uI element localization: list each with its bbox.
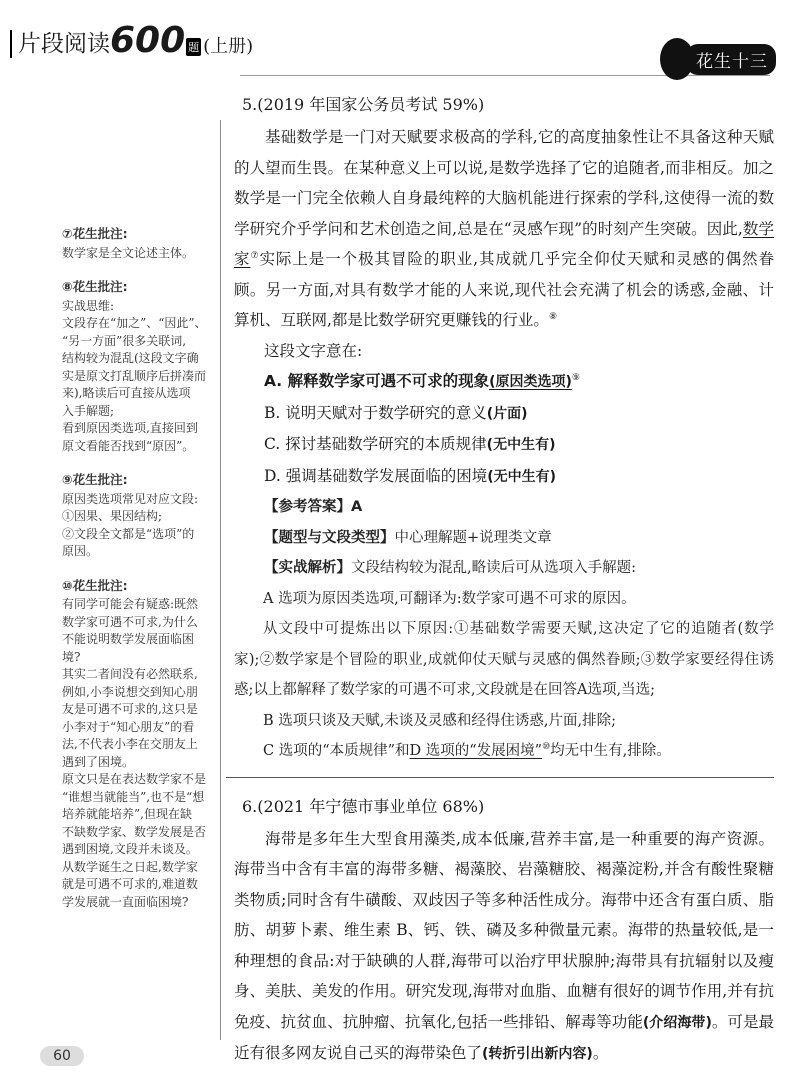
note-line: 实战思维: [62, 298, 115, 313]
question-prompt: 这段文字意在: [264, 341, 363, 360]
option-text: D. 强调基础数学发展面临的困境 [264, 466, 488, 485]
question-6-heading: 6.(2021 年宁德市事业单位 68%) [242, 796, 485, 816]
note-line: 数学家可遇不可求,为什么 [62, 614, 198, 629]
option-text: B. 说明天赋对于数学研究的意义 [264, 403, 487, 422]
question-5-heading: 5.(2019 年国家公务员考试 59%) [242, 95, 485, 114]
note-7 [62, 225, 212, 262]
note-title: ⑨花生批注: [62, 472, 128, 487]
answer-value: A [351, 499, 363, 515]
question-6-passage [234, 824, 774, 1070]
note-title: ⑦花生批注: [62, 226, 128, 241]
note-8 [62, 278, 212, 455]
passage-tag: (介绍海带) [642, 1014, 712, 1031]
note-line: 培养就能培养”,但现在缺 [62, 807, 192, 821]
analysis-paragraph: B 选项只谈及天赋,未谈及灵感和经得住诱惑,片面,排除; [263, 712, 616, 729]
option-text: A. 解释数学家可遇不可求的现象 [264, 372, 490, 390]
note-line: 文段存在“加之”、“因此”、 [62, 316, 207, 330]
analysis-head [264, 553, 774, 584]
passage-text: 海带是多年生大型食用藻类,成本低廉,营养丰富,是一种重要的海产资源。海带当中含有丰富的海带多糖、褐藻胶、岩藻糖胶、褐藻淀粉,并含有酸性聚糖类物质;同时含有牛磺酸、双歧因子等多种活性成分。海带中还含有蛋白质、脂肪、胡萝卜素、维生素 B、钙、铁、磷及多种微量元素。海带的热量较低,是一种理想的食品:对于缺碘的人群,海带可以治疗甲状腺肿;海带具有抗辐射以及瘦身、美肤、美发的作用。研究发现,海带对血脂、血糖有很好的调节作用,并有抗免疫、抗贫血、抗肿瘤、抗氧化,包括一些排铅、解毒等功能 [234, 829, 774, 1031]
note-line: 实是原文打乱顺序后拼凑而 [62, 368, 207, 383]
note-line: 遇到困境,文段并未谈及。 [62, 842, 198, 856]
analysis-paragraph [234, 736, 774, 767]
option-a [264, 366, 774, 398]
type-label: 【题型与文段类型】 [264, 529, 395, 546]
note-line: 来),略读后可直接从选项 [62, 386, 191, 400]
question-5-passage [234, 122, 774, 336]
passage-text: 实际上是一个极其冒险的职业,其成就几乎完全仰仗天赋和灵感的偶然眷顾。另一方面,对具有数学才能的人来说,现代社会充满了机会的诱惑,金融、计算机、互联网,都是比数学研究更赚钱的行业。 [234, 250, 774, 329]
analysis-paragraph: A 选项为原因类选项,可翻译为:数学家可遇不可求的原因。 [263, 590, 636, 607]
title-volume: (上册) [203, 36, 254, 57]
passage-text: 。可是最近有很多网友说自己买的海带染色了 [234, 1012, 774, 1062]
note-line: 数学家是全文论述主体。 [62, 245, 195, 260]
column-divider [220, 120, 221, 1040]
option-b [264, 398, 774, 430]
note-line: 结构较为混乱(这段文字确 [62, 351, 199, 365]
note-line: 看到原因类选项,直接回到 [62, 421, 198, 435]
note-line: 入手解题; [62, 403, 115, 418]
ref-marker: ⑩ [542, 742, 551, 753]
title-prefix: 片段阅读 [18, 31, 110, 57]
note-line: ①因果、果因结构; [62, 509, 163, 523]
analysis-block [234, 553, 774, 767]
analysis-text: C 选项的“本质规律”和 [263, 743, 410, 759]
page-header [0, 0, 800, 80]
brand-logo [660, 38, 776, 80]
analysis-underlined: D 选项的“发展困境” [409, 743, 543, 759]
analysis-label: 【实战解析】 [264, 560, 351, 576]
analysis-text: 文段结构较为混乱,略读后可从选项入手解题: [351, 560, 636, 576]
note-line: 遇到了困境。 [62, 754, 135, 769]
note-title: ⑩花生批注: [62, 577, 128, 593]
passage-text: 。 [592, 1044, 609, 1062]
note-line: 原文只是在表达数学家不是 [62, 772, 207, 786]
note-line: 不能说明数学发展面临困 [62, 632, 195, 646]
analysis-text: 均无中生有,排除。 [550, 743, 671, 759]
note-line: 从数学诞生之日起,数学家 [62, 859, 198, 874]
passage-keyword: 数学家 [234, 219, 774, 268]
ref-marker: ⑨ [571, 372, 580, 383]
main-column [234, 90, 774, 1070]
analysis-paragraph: 从文段中可提炼出以下原因:①基础数学需要天赋,这决定了它的追随者(数学家);②数学家是个冒险的职业,成就仰仗天赋与灵感的偶然眷顾;③数学家要经得住诱惑;以上都解释了数学家的可遇不可求,文段就是在回答A选项,当选; [234, 621, 774, 698]
note-line: 原文看能否找到“原因”。 [62, 438, 195, 453]
option-tag: (原因类选项) [489, 374, 572, 390]
note-line: ②文段全文都是“选项”的 [62, 526, 195, 541]
note-line: 其实二者间没有必然联系, [62, 667, 198, 681]
note-line: 就是可遇不可求的,难道数 [62, 877, 198, 891]
note-line: 境? [62, 649, 81, 664]
logo-text: 花生十三 [686, 44, 776, 75]
title-badge: 题 [186, 38, 201, 56]
note-line: 学发展就一直面临困境? [62, 894, 189, 909]
option-tag: (无中生有) [486, 437, 556, 453]
note-line: “谁想当就能当”,也不是“想 [62, 789, 205, 804]
passage-text: 基础数学是一门对天赋要求极高的学科,它的高度抽象性让不具备这种天赋的人望而生畏。在某种意义上可以说,是数学选择了它的追随者,而非相反。加之数学是一门完全依赖人自身最纯粹的大脑机能进行探索的学科,这使得一流的数学研究介乎学问和艺术创造之间,总是在“灵感乍现”的时刻产生突破。因此, [234, 128, 774, 238]
answer-label: 【参考答案】 [264, 499, 351, 515]
option-tag: (片面) [486, 405, 528, 422]
title-bar-mark [10, 30, 12, 58]
page-number [40, 1046, 84, 1066]
annotation-sidebar [62, 225, 212, 927]
option-d [264, 461, 774, 493]
note-line: 原因。 [62, 544, 99, 558]
note-line: “另一方面”很多关联词, [62, 333, 187, 348]
note-line: 例如,小李说想交到知心朋 [62, 684, 198, 699]
answer-line [264, 492, 774, 523]
note-title: ⑧花生批注: [62, 279, 128, 294]
book-title [10, 20, 254, 61]
note-9 [62, 471, 212, 561]
passage-tag: (转折引出新内容) [482, 1046, 593, 1062]
question-separator [226, 777, 774, 778]
option-c [264, 429, 774, 461]
type-value: 中心理解题+说理类文章 [394, 529, 552, 546]
note-line: 原因类选项常见对应文段: [62, 491, 199, 506]
note-line: 有同学可能会有疑惑:既然 [62, 597, 199, 611]
note-line: 小李对于“知心朋友”的看 [62, 719, 195, 734]
note-10 [62, 577, 212, 912]
page-number-value: 60 [40, 1046, 84, 1066]
option-tag: (无中生有) [487, 468, 557, 485]
note-line: 友是可遇不可求的,这只是 [62, 702, 198, 716]
note-line: 法,不代表小李在交朋友上 [62, 737, 198, 751]
note-line: 不缺数学家、数学发展是否 [62, 824, 207, 839]
type-line [264, 523, 774, 554]
ref-marker: ⑦ [250, 250, 260, 261]
option-text: C. 探讨基础数学研究的本质规律 [264, 435, 487, 453]
ref-marker: ⑧ [548, 311, 558, 322]
title-number: 600 [110, 20, 186, 61]
